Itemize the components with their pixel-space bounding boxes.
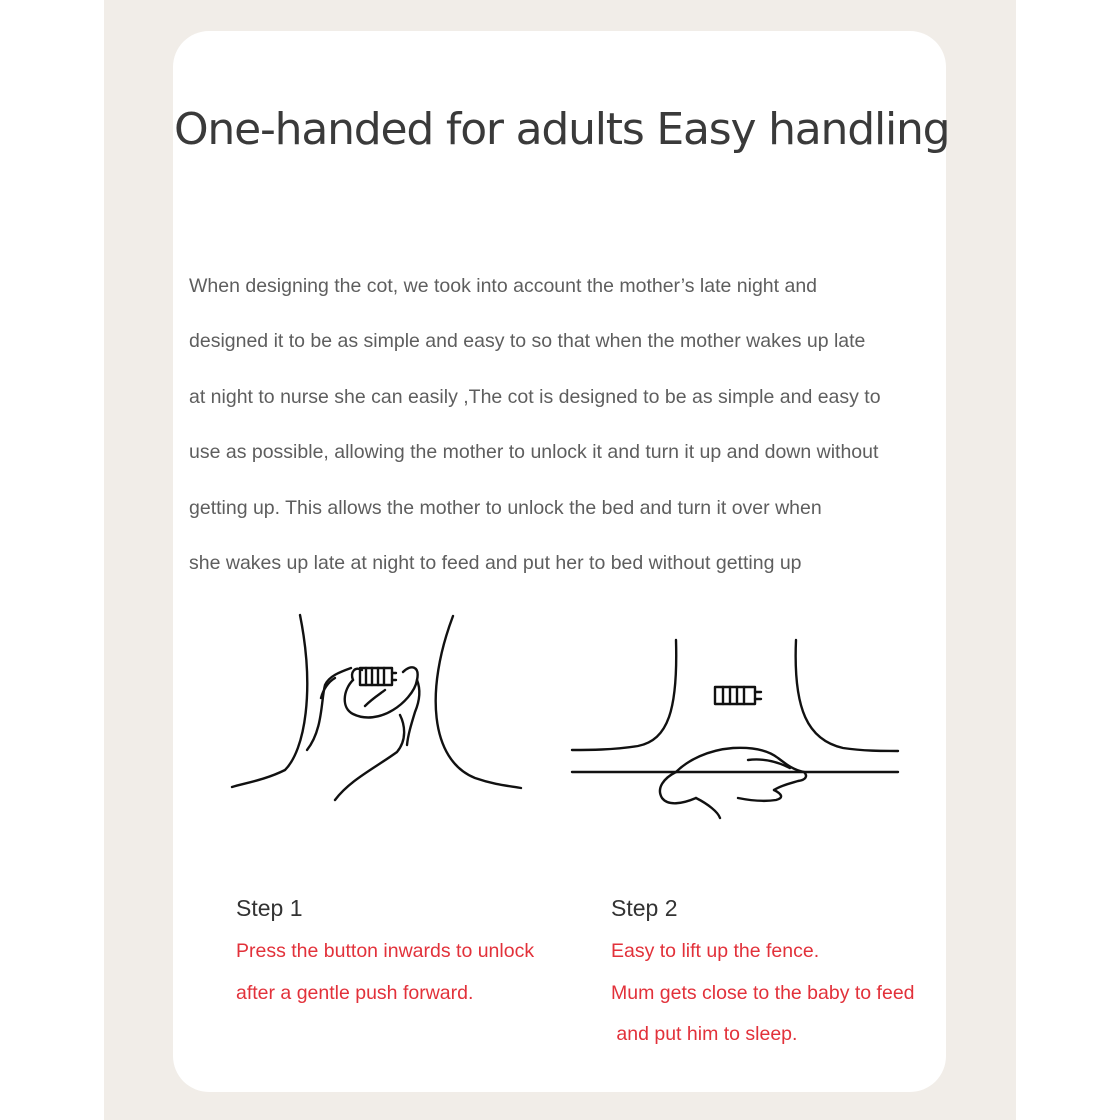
description-line: When designing the cot, we took into account the mother’s late night and — [189, 275, 818, 297]
step-2-description — [611, 936, 915, 1061]
hand-icon — [676, 748, 804, 772]
right-rail-curve — [436, 616, 521, 788]
description-line: at night to nurse she can easily ,The cot is designed to be as simple and easy to — [189, 385, 881, 408]
step-1-description — [236, 936, 534, 1019]
lock-button-icon — [360, 668, 392, 685]
description-line: use as possible, allowing the mother to unlock it and turn it up and down without — [189, 441, 879, 464]
description-line: she wakes up late at night to feed and put her to bed without getting up — [189, 551, 802, 574]
description-line: getting up. This allows the mother to unlock the bed and turn it over when — [189, 496, 822, 519]
step-2-line: Easy to lift up the fence. — [611, 940, 820, 962]
right-rail-curve — [796, 640, 898, 751]
step-2 — [611, 890, 915, 1061]
step-1-illustration — [225, 600, 535, 815]
step-1-line: Press the button inwards to unlock — [236, 940, 535, 962]
step-2-illustration — [568, 600, 903, 825]
lock-button-icon — [715, 687, 755, 704]
left-rail-curve — [232, 615, 307, 787]
step-1 — [236, 890, 534, 1019]
step-2-line: Mum gets close to the baby to feed — [611, 981, 915, 1004]
description-paragraph — [189, 266, 989, 598]
step-1-title: Step 1 — [236, 895, 303, 921]
description-line: designed it to be as simple and easy to so that when the mother wakes up late — [189, 330, 866, 353]
step-1-line: after a gentle push forward. — [236, 981, 474, 1004]
page-title: One-handed for adults Easy handling — [174, 104, 950, 155]
step-2-title: Step 2 — [611, 895, 678, 921]
step-2-line: and put him to sleep. — [611, 1023, 798, 1045]
left-rail-curve — [572, 640, 676, 750]
